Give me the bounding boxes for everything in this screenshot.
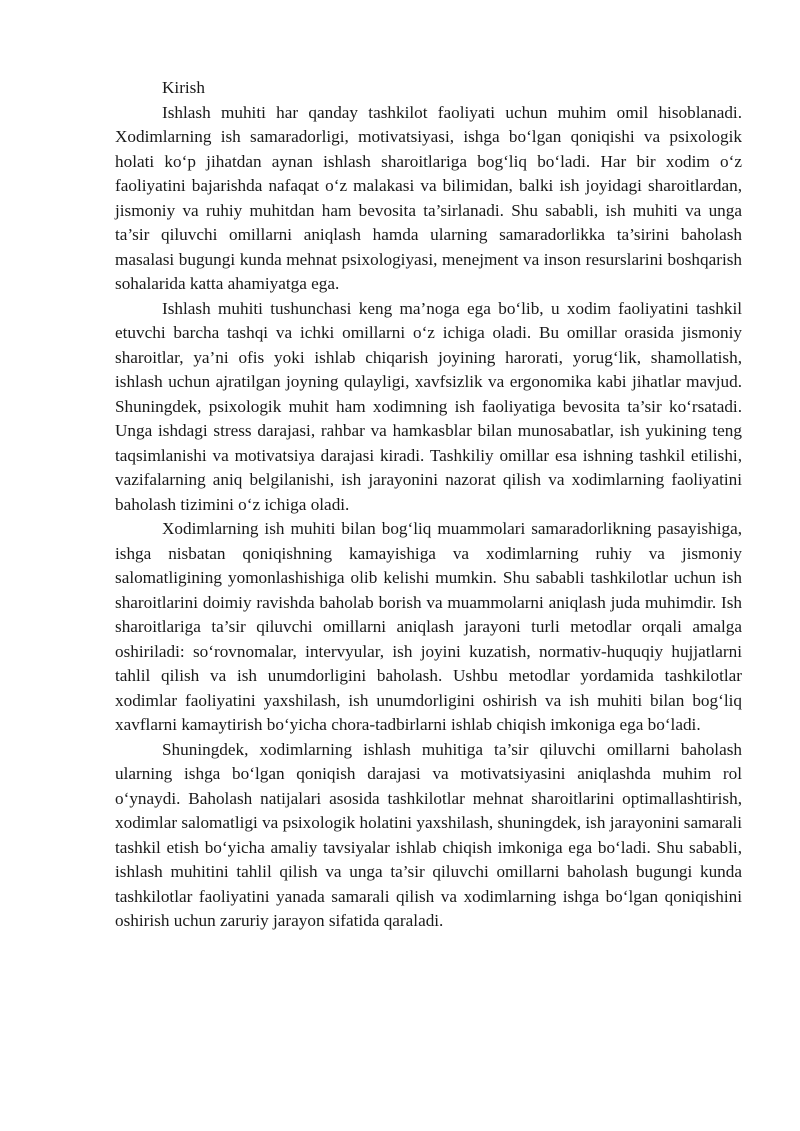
section-heading: Kirish bbox=[162, 78, 205, 97]
document-page bbox=[115, 76, 742, 934]
paragraph-intro: Ishlash muhiti har qanday tashkilot faoliyati uchun muhim omil hisoblanadi. Xodimlarning ish samaradorligi, motivatsiyasi, ishga bo‘lgan qoniqishi va psixologik holati ko‘p jihatdan aynan ishlash sharoitlariga bog‘liq bo‘ladi. Har bir xodim o‘z faoliyatini bajarishda nafaqat o‘z malakasi va bilimidan, balki ish joyidagi sharoitlardan, jismoniy va ruhiy muhitdan ham bevosita ta’sirlanadi. Shu sababli, ish muhiti va unga ta’sir qiluvchi omillarni aniqlash hamda ularning samaradorlikka ta’sirini baholash masalasi bugungi kunda mehnat psixologiyasi, menejment va inson resurslarini boshqarish sohalarida katta ahamiyatga ega. bbox=[115, 102, 742, 293]
paragraph-work-environment-concept: Ishlash muhiti tushunchasi keng ma’noga ega bo‘lib, u xodim faoliyatini tashkil etuvchi barcha tashqi va ichki omillarni o‘z ichiga oladi. Bu omillar orasida jismoniy sharoitlar, ya’ni ofis yoki ishlab chiqarish joyining harorati, yorug‘lik, shamollatish, ishlash uchun ajratilgan joyning qulayligi, xavfsizlik va ergonomika kabi jihatlar mavjud. Shuningdek, psixologik muhit ham xodimning ish faoliyatiga bevosita ta’sir ko‘rsatadi. Unga ishdagi stress darajasi, rahbar va hamkasblar bilan munosabatlar, ish yukining teng taqsimlanishi va motivatsiya darajasi kiradi. Tashkiliy omillar esa ishning tashkil etilishi, vazifalarning aniq belgilanishi, ish jarayonini nazorat qilish va xodimlarning faoliyatini baholash tizimini o‘z ichiga oladi. bbox=[115, 298, 742, 514]
paragraph-problems-and-methods: Xodimlarning ish muhiti bilan bog‘liq muammolari samaradorlikning pasayishiga, ishga nisbatan qoniqishning kamayishiga va xodimlarning ruhiy va jismoniy salomatligining yomonlashishiga olib kelishi mumkin. Shu sababli tashkilotlar uchun ish sharoitlarini doimiy ravishda baholab borish va muammolarni aniqlash juda muhimdir. Ish sharoitlariga ta’sir qiluvchi omillarni aniqlash jarayoni turli metodlar orqali amalga oshiriladi: so‘rovnomalar, intervyular, ish joyini kuzatish, normativ-huquqiy hujjatlarni tahlil qilish va ish unumdorligini baholash. Ushbu metodlar yordamida tashkilotlar xodimlar faoliyatini yaxshilash, ish unumdorligini oshirish va ish muhiti bilan bog‘liq xavflarni kamaytirish bo‘yicha chora-tadbirlarni ishlab chiqish imkoniga ega bo‘ladi. bbox=[115, 519, 742, 734]
paragraph-conclusion: Shuningdek, xodimlarning ishlash muhitiga ta’sir qiluvchi omillarni baholash ularning ishga bo‘lgan qoniqish darajasi va motivatsiyasini aniqlashda muhim rol o‘ynaydi. Baholash natijalari asosida tashkilotlar mehnat sharoitlarini optimallashtirish, xodimlar salomatligi va psixologik holatini yaxshilash, shuningdek, ish jarayonini samarali tashkil etish bo‘yicha amaliy tavsiyalar ishlab chiqish imkoniga ega bo‘ladi. Shu sababli, ishlash muhitini tahlil qilish va unga ta’sir qiluvchi omillarni baholash bugungi kunda tashkilotlar faoliyatini yanada samarali qilish va xodimlarning ishga bo‘lgan qoniqishini oshirish uchun zaruriy jarayon sifatida qaraladi. bbox=[115, 739, 742, 930]
